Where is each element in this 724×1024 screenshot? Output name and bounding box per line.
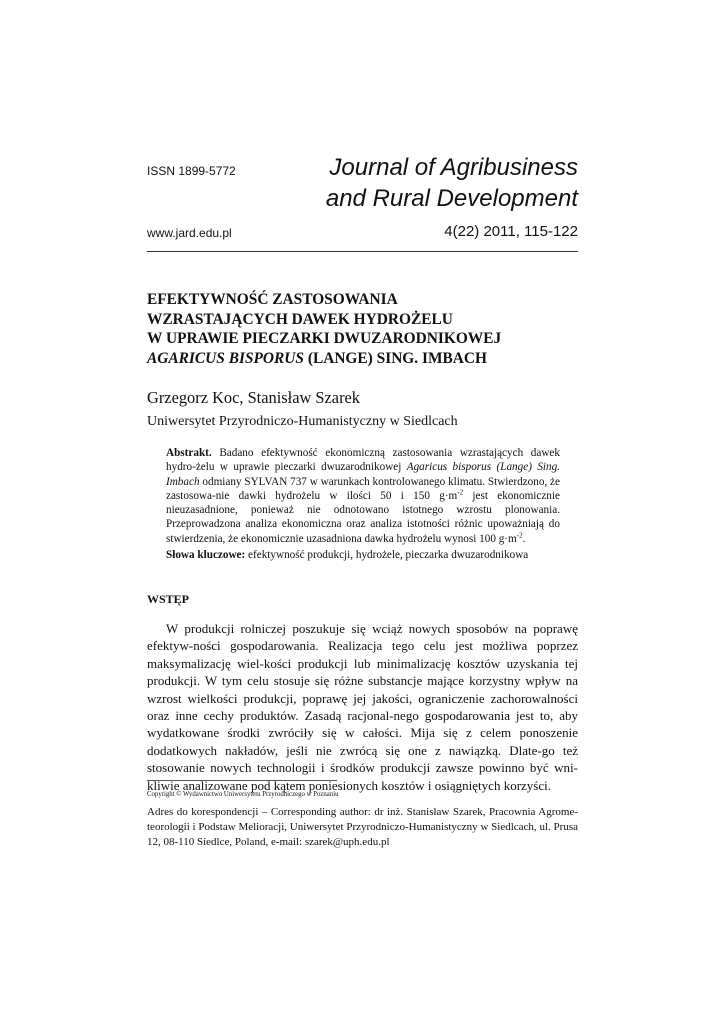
abstract-text-3: jest ekonomicznie nieuzasadnione, ponieważ nie odnotowano istotnego wzrostu plonowania. Przeprowadzona analiza ekonomiczna oraz analiza istotności różnic upoważniają do stwierdzenia, że ekonomicznie uzasadniona dawka hydrożelu wynosi 100 g·m — [166, 489, 560, 545]
title-authority: (LANGE) SING. IMBACH — [303, 349, 487, 367]
keywords-text: efektywność produkcji, hydrożele, pieczarka dwuzarodnikowa — [245, 549, 529, 561]
abstract-label: Abstrakt. — [166, 447, 212, 459]
journal-title-line1: Journal of Agribusiness — [329, 154, 578, 181]
abstract-sup-1: -2 — [457, 488, 464, 497]
keywords — [166, 549, 566, 561]
abstract — [166, 446, 560, 546]
title-line-2: WZRASTAJĄCYCH DAWEK HYDROŻELU — [147, 310, 453, 328]
paragraph: W produkcji rolniczej poszukuje się wciąż nowych sposobów na poprawę efektyw-ności gospodarowania. Realizacja tego celu jest możliwa poprzez maksymalizację wiel-kości produkcji lub minimalizację kosztów uzyskania tej produkcji. W tym celu stosuje się różne substancje mające korzystny wpływ na wzrost wielkości produkcji, poprawę jej jakości, ograniczenie zachorowalności oraz inne cechy produktów. Zasadą racjonal-nego gospodarowania jest to, aby wydatkowane środki zwróciły się w całości. Mija się z celem ponoszenie dodatkowych nakładów, jeśli nie zwrócą się one z nawiązką. Dlate-go też stosowanie nowych technologii i środków produkcji zawsze powinno być wni-kliwie analizowane pod kątem poniesionych kosztów i osiągniętych korzyści. — [147, 621, 578, 793]
copyright-notice: Copyright © Wydawnictwo Uniwersytetu Przyrodniczego w Poznaniu — [147, 791, 339, 798]
section-heading: WSTĘP — [147, 592, 190, 606]
keywords-label: Słowa kluczowe: — [166, 549, 246, 561]
abstract-text-2: odmiany SYLVAN 737 w warunkach kontrolowanego klimatu. Stwierdzono, że zastosowa-nie dawki hydrożelu w ilości 50 i 150 g·m — [166, 475, 560, 502]
authors: Grzegorz Koc, Stanisław Szarek — [147, 388, 360, 407]
journal-title-line2: and Rural Development — [325, 185, 578, 212]
issn-number: ISSN 1899-5772 — [147, 164, 236, 178]
footnote-divider — [147, 780, 337, 781]
abstract-text-4: . — [522, 532, 526, 545]
title-line-1: EFEKTYWNOŚĆ ZASTOSOWANIA — [147, 291, 398, 308]
article-title — [147, 290, 578, 368]
title-species: AGARICUS BISPORUS — [147, 349, 304, 367]
header-divider — [147, 251, 578, 252]
volume-pages: 4(22) 2011, 115-122 — [444, 223, 578, 240]
body-text — [147, 620, 578, 794]
journal-website: www.jard.edu.pl — [147, 226, 232, 240]
title-line-4 — [147, 349, 578, 369]
affiliation: Uniwersytet Przyrodniczo-Humanistyczny w Siedlcach — [147, 414, 458, 429]
abstract-species: Agaricus bisporus (Lange) Sing. Imbach — [166, 461, 561, 488]
journal-title — [300, 152, 578, 214]
abstract-text-1: Badano efektywność ekonomiczną zastosowania wzrastających dawek hydro-żelu w uprawie pieczarki dwuzarodnikowej — [166, 447, 560, 474]
title-line-3: W UPRAWIE PIECZARKI DWUZARODNIKOWEJ — [147, 330, 502, 347]
correspondence-address: Adres do korespondencji – Corresponding author: dr inż. Stanisław Szarek, Pracownia Agrome-teorologii i Podstaw Melioracji, Uniwersytet Przyrodniczo-Humanistyczny w Siedlcach, ul. Prusa 12, 08-110 Siedlce, Poland, e-mail: szarek@uph.edu.pl — [147, 806, 578, 848]
abstract-sup-2: -2 — [516, 531, 523, 540]
